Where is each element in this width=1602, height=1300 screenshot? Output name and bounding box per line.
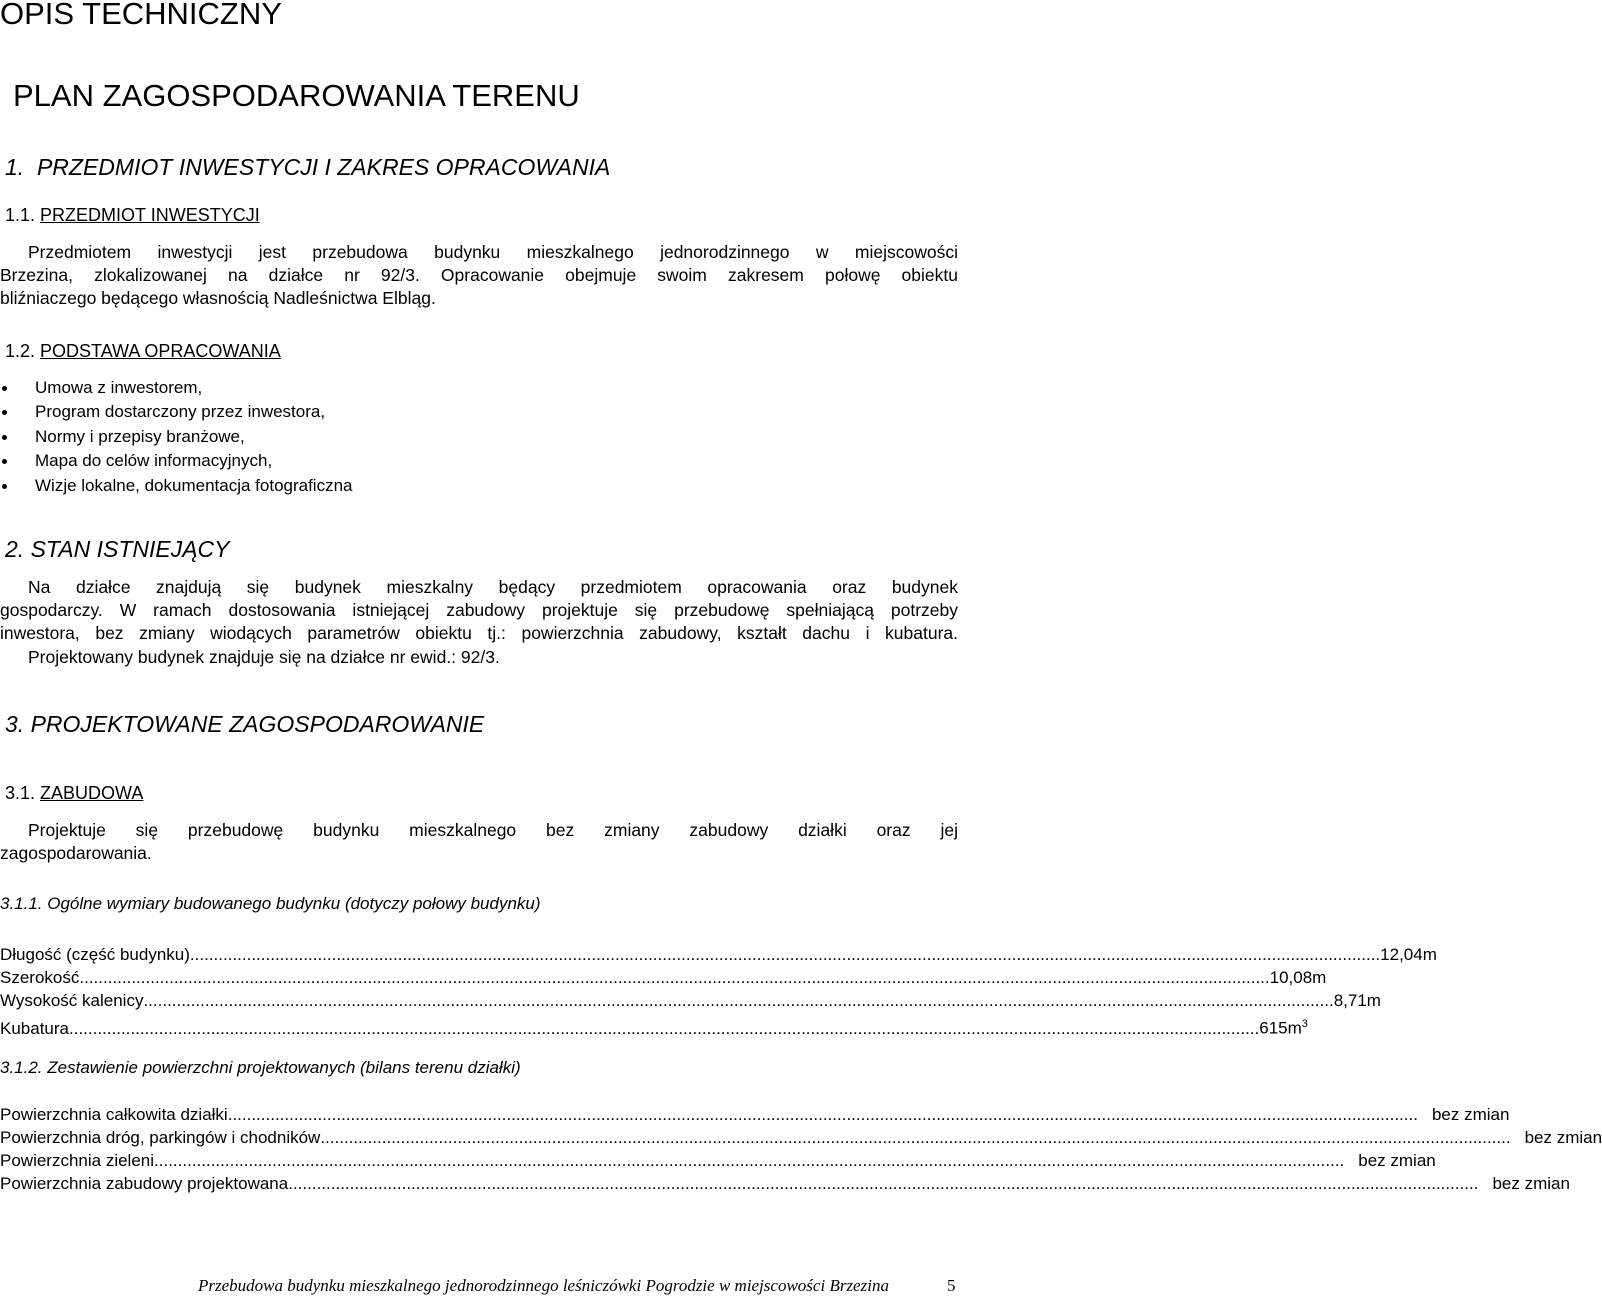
section-1-title: PRZEDMIOT INWESTYCJI I ZAKRES OPRACOWANIA: [36, 154, 611, 180]
bullet-icon: [2, 459, 7, 464]
dot-leader: ............................................................................................................................................................................................................................................................: [320, 1128, 1511, 1147]
section-1-1-line-1: Przedmiotem inwestycji jest przebudowa budynku mieszkalnego jednorodzinnego w miejscowości: [28, 242, 958, 262]
dot-leader: ............................................................................................................................................................................................................................................................: [154, 1151, 1345, 1170]
section-2-line-3: inwestora, bez zmiany wiodących parametrów obiektu tj.: powierzchnia zabudowy, kształt dachu i kubatura.: [0, 623, 958, 643]
section-2-line-4: Projektowany budynek znajduje się na działce nr ewid.: 92/3.: [28, 647, 500, 667]
section-3-1-line-2: zagospodarowania.: [0, 843, 152, 863]
area-row: Powierzchnia zieleni ............................................................................................................................................................................................................................................................ bez zmian: [0, 1151, 1436, 1170]
list-item: Wizje lokalne, dokumentacja fotograficzna: [0, 474, 353, 498]
section-2-line-2: gospodarczy. W ramach dostosowania istniejącej zabudowy projektuje się przebudowę spełniającą potrzeby: [0, 600, 958, 620]
section-1-2-title: PODSTAWA OPRACOWANIA: [40, 341, 281, 361]
area-row: Powierzchnia całkowita działki ............................................................................................................................................................................................................................................................ bez zmian: [0, 1105, 1510, 1124]
bullet-icon: [2, 484, 7, 489]
page-footer: Przebudowa budynku mieszkalnego jednorodzinnego leśniczówki Pogrodzie w miejscowości Brzezina: [198, 1276, 889, 1295]
dimension-row: Wysokość kalenicy ............................................................................................................................................................................................................................................................ 8,71m: [0, 991, 1381, 1010]
section-1-heading: [5, 154, 610, 181]
section-1-1-title: PRZEDMIOT INWESTYCJI: [40, 205, 260, 225]
dot-leader: ............................................................................................................................................................................................................................................................: [189, 945, 1381, 964]
dimension-row: Długość (część budynku) ............................................................................................................................................................................................................................................................ 12,04m: [0, 945, 1437, 964]
section-3-1-2-heading: 3.1.2. Zestawienie powierzchni projektowanych (bilans terenu działki): [0, 1058, 521, 1077]
dot-leader: ............................................................................................................................................................................................................................................................: [288, 1174, 1479, 1193]
section-3-1-1-heading: 3.1.1. Ogólne wymiary budowanego budynku (dotyczy połowy budynku): [0, 894, 541, 913]
area-row: Powierzchnia zabudowy projektowana ............................................................................................................................................................................................................................................................ bez zmian: [0, 1174, 1570, 1193]
list-item: Mapa do celów informacyjnych,: [0, 449, 353, 473]
bullet-icon: [2, 435, 7, 440]
section-1-1-number: 1.1.: [5, 205, 36, 225]
bullet-icon: [2, 410, 7, 415]
basis-list: [0, 376, 353, 498]
section-3-1-number: 3.1.: [5, 783, 36, 803]
plan-title: PLAN ZAGOSPODAROWANIA TERENU: [13, 78, 580, 113]
dimension-row: Szerokość ............................................................................................................................................................................................................................................................ 10,08m: [0, 968, 1327, 987]
bullet-icon: [2, 386, 7, 391]
list-item: Program dostarczony przez inwestora,: [0, 400, 353, 424]
section-1-2-heading: [5, 341, 281, 362]
dot-leader: ............................................................................................................................................................................................................................................................: [79, 968, 1270, 987]
section-1-number: 1.: [5, 154, 25, 180]
dimension-row: Kubatura ............................................................................................................................................................................................................................................................ $615m^3$: [0, 1018, 1308, 1038]
section-3-1-heading: [5, 783, 143, 804]
section-2-heading: 2. STAN ISTNIEJĄCY: [5, 536, 230, 562]
page-number: 5: [947, 1276, 956, 1295]
section-1-2-number: 1.2.: [5, 341, 36, 361]
section-3-heading: 3. PROJEKTOWANE ZAGOSPODAROWANIE: [5, 711, 485, 737]
section-2-line-1: Na działce znajdują się budynek mieszkalny będący przedmiotem opracowania oraz budynek: [28, 577, 958, 597]
section-3-1-title: ZABUDOWA: [40, 783, 144, 803]
dot-leader: ............................................................................................................................................................................................................................................................: [143, 991, 1334, 1010]
dot-leader: ............................................................................................................................................................................................................................................................: [69, 1018, 1260, 1038]
list-item: Normy i przepisy branżowe,: [0, 425, 353, 449]
section-1-1-line-2: Brzezina, zlokalizowanej na działce nr 92/3. Opracowanie obejmuje swoim zakresem połowę obiektu: [0, 265, 958, 285]
section-3-1-line-1: Projektuje się przebudowę budynku mieszkalnego bez zmiany zabudowy działki oraz jej: [28, 820, 958, 840]
list-item: Umowa z inwestorem,: [0, 376, 353, 400]
section-1-1-line-3: bliźniaczego będącego własnością Nadleśnictwa Elbląg.: [0, 288, 436, 308]
area-row: Powierzchnia dróg, parkingów i chodników ............................................................................................................................................................................................................................................................ bez zmian: [0, 1128, 1602, 1147]
section-1-1-heading: [5, 205, 260, 226]
dot-leader: ............................................................................................................................................................................................................................................................: [227, 1105, 1418, 1124]
document-title: OPIS TECHNICZNY: [0, 0, 282, 31]
